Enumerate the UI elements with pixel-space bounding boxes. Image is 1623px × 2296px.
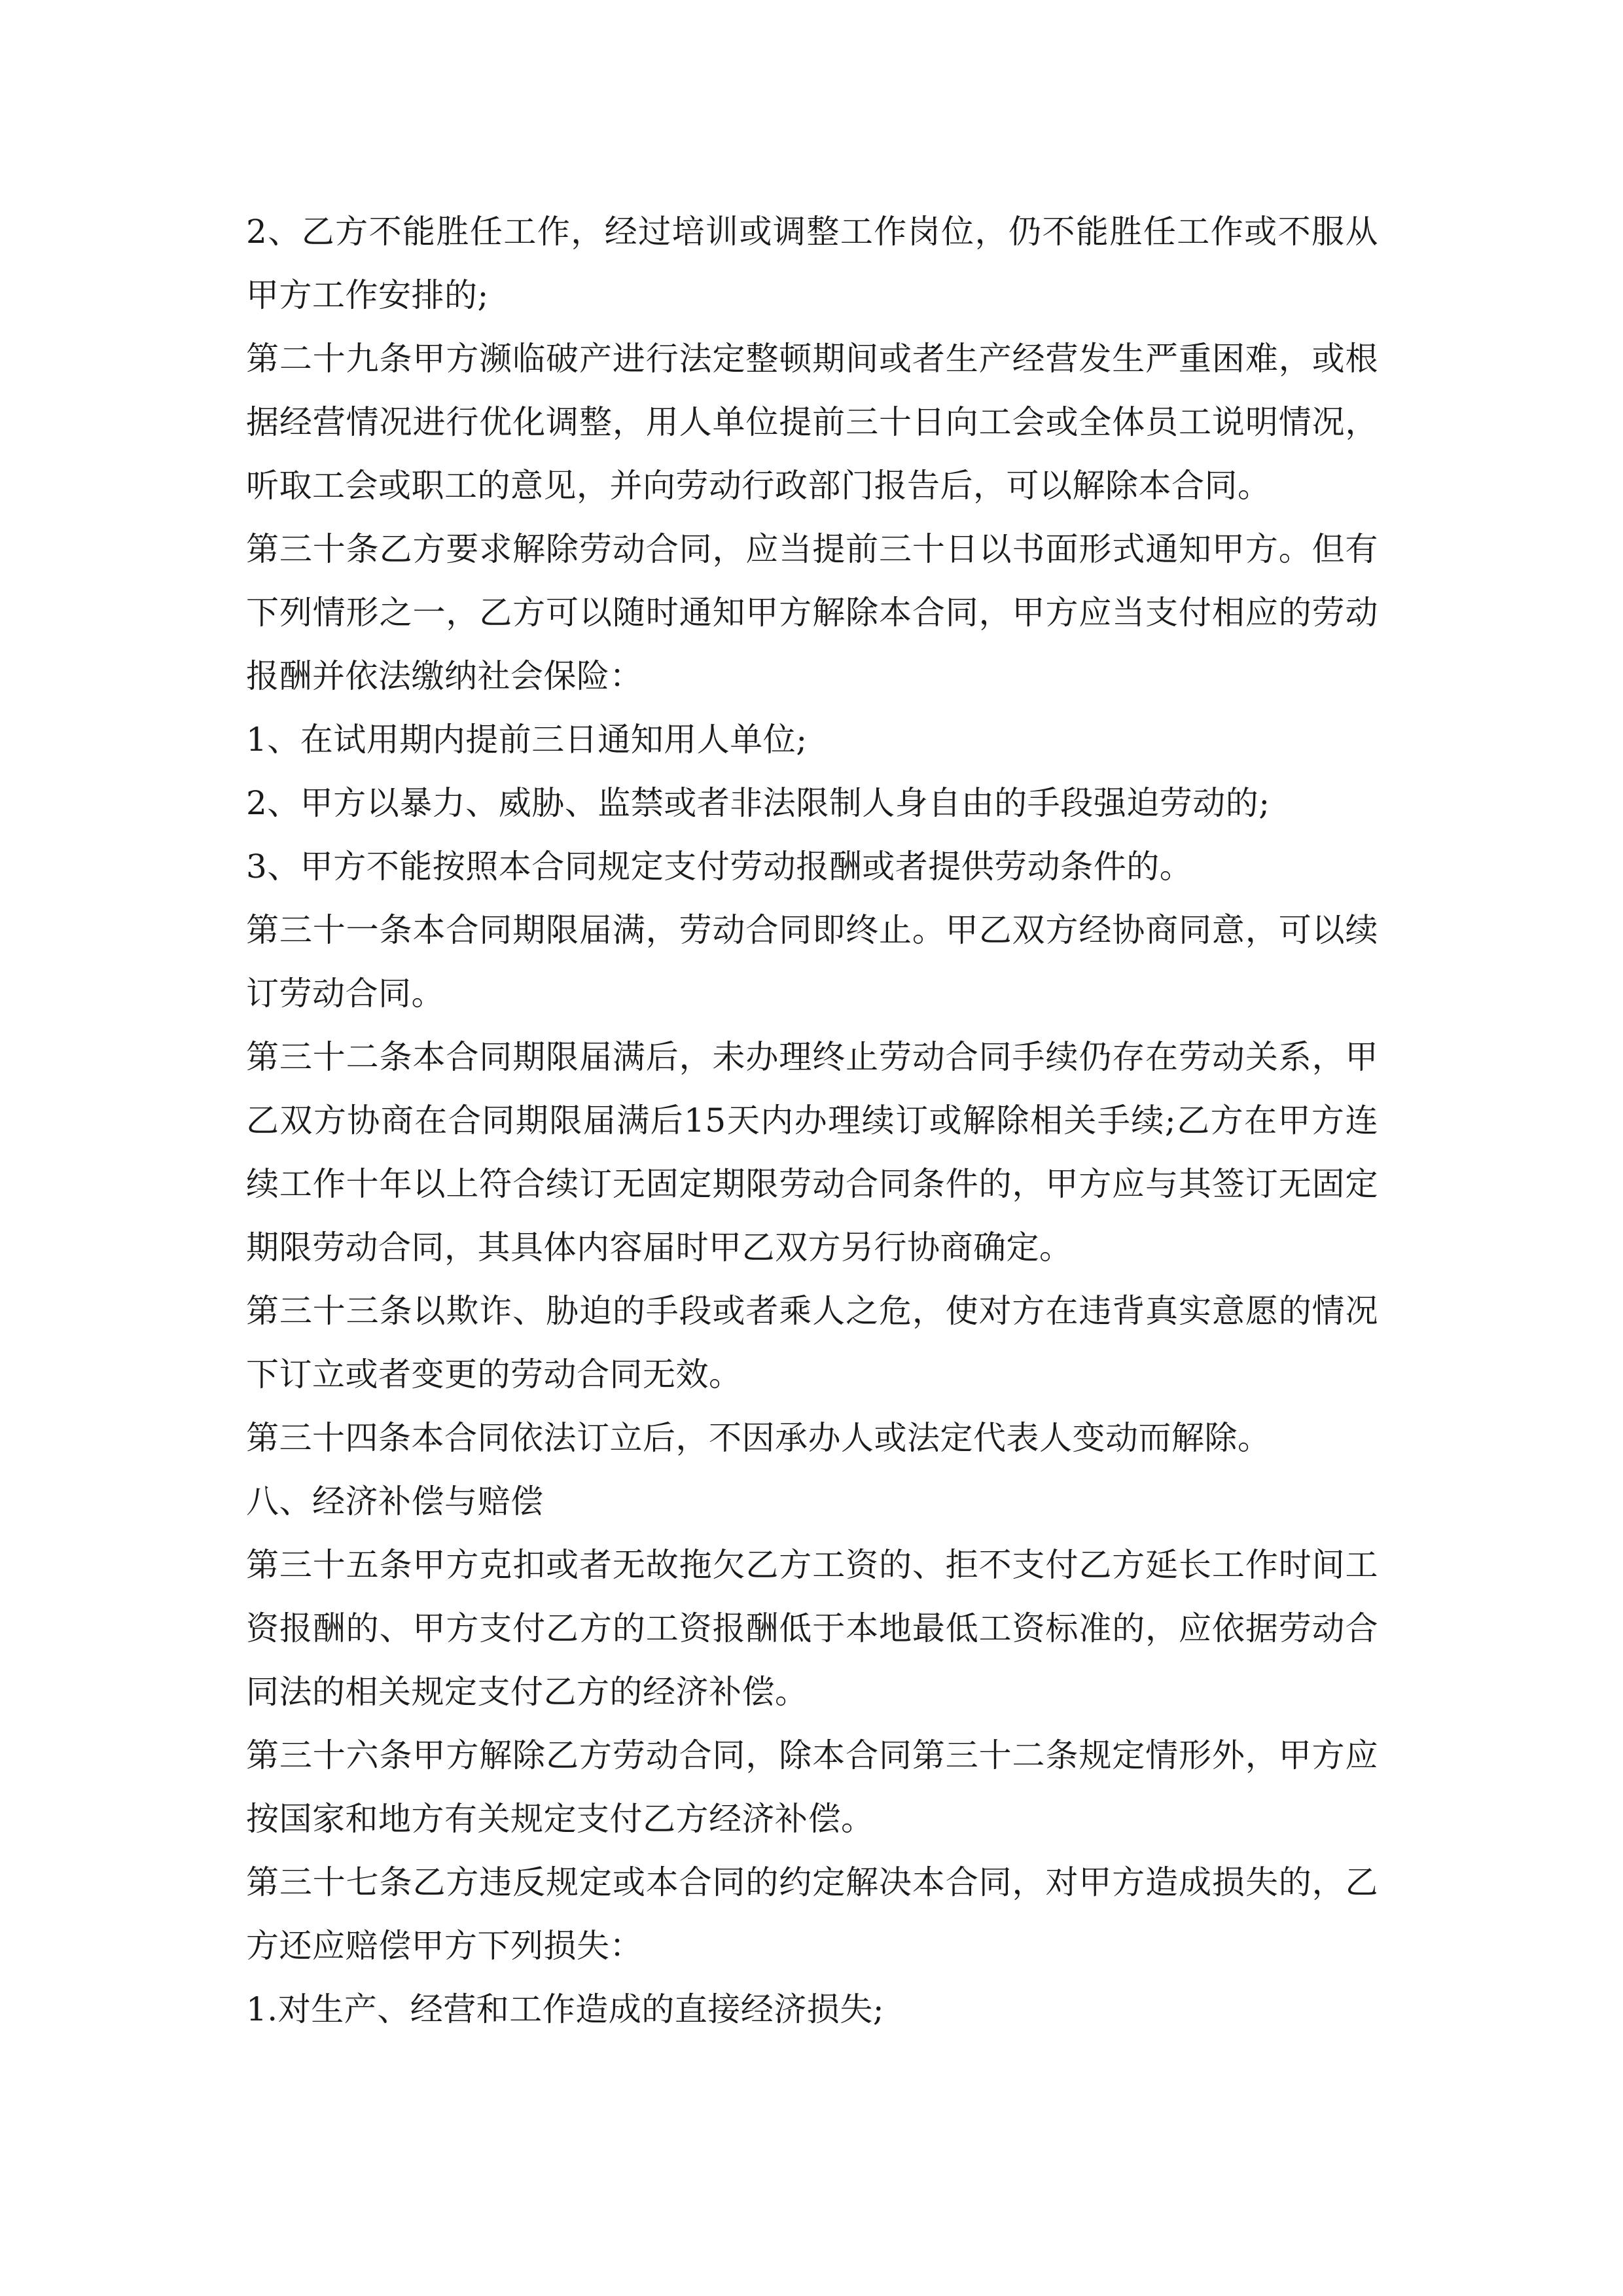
paragraph-article-30: 第三十条乙方要求解除劳动合同，应当提前三十日以书面形式通知甲方。但有下列情形之一，乙方可以随时通知甲方解除本合同，甲方应当支付相应的劳动报酬并依法缴纳社会保险：	[246, 530, 1378, 695]
paragraph-article-30-item-3: 3、甲方不能按照本合同规定支付劳动报酬或者提供劳动条件的。	[246, 848, 1193, 886]
paragraph-article-32: 第三十二条本合同期限届满后，未办理终止劳动合同手续仍存在劳动关系，甲乙双方协商在合同期限届满后15天内办理续订或解除相关手续;乙方在甲方连续工作十年以上符合续订无固定期限劳动合同条件的，甲方应与其签订无固定期限劳动合同，其具体内容届时甲乙双方另行协商确定。	[246, 1038, 1378, 1266]
paragraph-article-31: 第三十一条本合同期限届满，劳动合同即终止。甲乙双方经协商同意，可以续订劳动合同。	[246, 911, 1378, 1013]
document-body	[246, 200, 1378, 2041]
paragraph-item-2-cannot-perform: 2、乙方不能胜任工作，经过培训或调整工作岗位，仍不能胜任工作或不服从甲方工作安排的;	[246, 213, 1378, 314]
paragraph-article-33: 第三十三条以欺诈、胁迫的手段或者乘人之危，使对方在违背真实意愿的情况下订立或者变更的劳动合同无效。	[246, 1292, 1378, 1393]
paragraph-article-29: 第二十九条甲方濒临破产进行法定整顿期间或者生产经营发生严重困难，或根据经营情况进行优化调整，用人单位提前三十日向工会或全体员工说明情况，听取工会或职工的意见，并向劳动行政部门报告后，可以解除本合同。	[246, 340, 1378, 505]
paragraph-article-37-item-1: 1.对生产、经营和工作造成的直接经济损失;	[246, 1990, 885, 2028]
section-heading-compensation: 八、经济补偿与赔偿	[246, 1482, 544, 1520]
paragraph-article-35: 第三十五条甲方克扣或者无故拖欠乙方工资的、拒不支付乙方延长工作时间工资报酬的、甲方支付乙方的工资报酬低于本地最低工资标准的，应依据劳动合同法的相关规定支付乙方的经济补偿。	[246, 1546, 1378, 1711]
paragraph-article-37: 第三十七条乙方违反规定或本合同的约定解决本合同，对甲方造成损失的，乙方还应赔偿甲方下列损失：	[246, 1863, 1378, 1965]
paragraph-article-34: 第三十四条本合同依法订立后，不因承办人或法定代表人变动而解除。	[246, 1419, 1271, 1457]
paragraph-article-30-item-1: 1、在试用期内提前三日通知用人单位;	[246, 721, 808, 759]
paragraph-article-30-item-2: 2、甲方以暴力、威胁、监禁或者非法限制人身自由的手段强迫劳动的;	[246, 784, 1270, 822]
paragraph-article-36: 第三十六条甲方解除乙方劳动合同，除本合同第三十二条规定情形外，甲方应按国家和地方有关规定支付乙方经济补偿。	[246, 1736, 1378, 1838]
